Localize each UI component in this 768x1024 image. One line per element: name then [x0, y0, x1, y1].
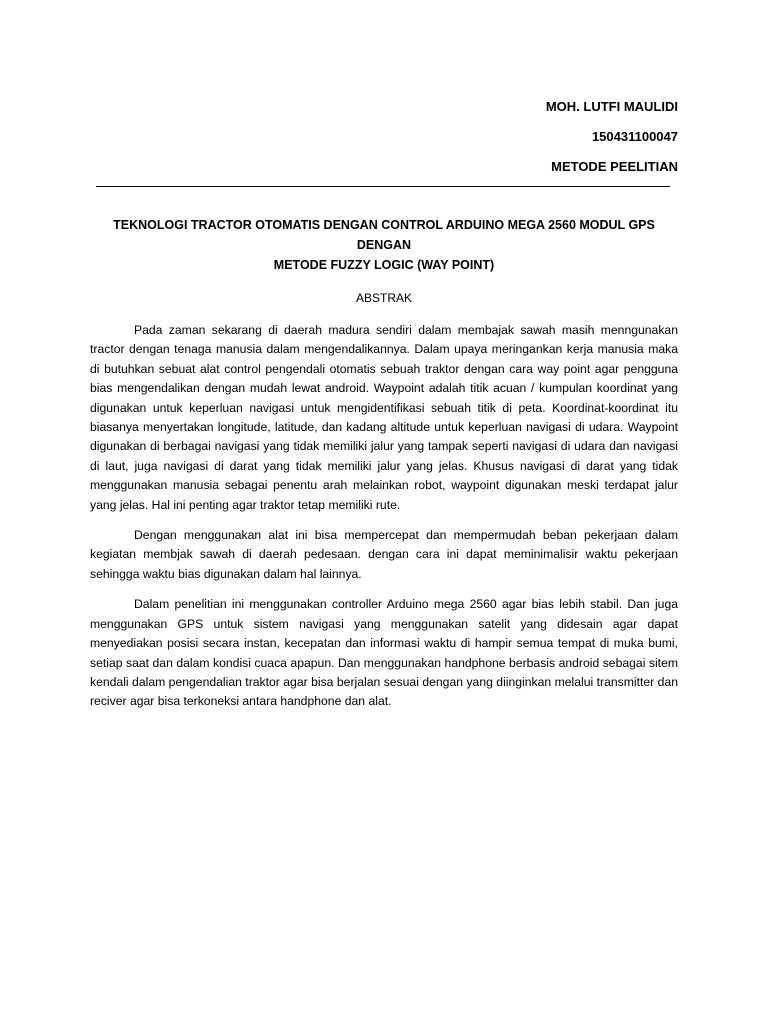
horizontal-divider: [96, 186, 670, 187]
student-id: 150431100047: [591, 129, 678, 144]
author-name: MOH. LUTFI MAULIDI: [545, 99, 678, 114]
title-line-2: METODE FUZZY LOGIC (WAY POINT): [273, 258, 495, 272]
abstract-paragraph-3: Dalam penelitian ini menggunakan controller Arduino mega 2560 agar bias lebih stabil. Dan juga menggunakan GPS untuk sistem navigasi yang menggunakan satelit yang didesain agar dapat menyediakan posisi secara instan, kecepatan dan informasi waktu di hampir semua tempat di muka bumi, setiap saat dan dalam kondisi cuaca apapun. Dan menggunakan handphone berbasis android sebagai sitem kendali dalam pengendalian traktor agar bisa berjalan sesuai dengan yang diinginkan melalui transmitter dan reciver agar bisa terkoneksi antara handphone dan alat.: [90, 597, 678, 709]
abstract-heading: ABSTRAK: [355, 291, 412, 305]
abstract-paragraph-2: Dengan menggunakan alat ini bisa mempercepat dan mempermudah beban pekerjaan dalam kegiatan membjak sawah di daerah pedesaan. dengan cara ini dapat meminimalisir waktu pekerjaan sehingga waktu bias digunakan dalam hal lainnya.: [90, 528, 678, 581]
title-line-1: TEKNOLOGI TRACTOR OTOMATIS DENGAN CONTROL ARDUINO MEGA 2560 MODUL GPS DENGAN: [113, 218, 655, 252]
course-name: METODE PEELITIAN: [551, 159, 678, 174]
author-header: [546, 92, 678, 182]
abstract-body: [90, 321, 678, 723]
document-title: [90, 215, 678, 275]
abstract-paragraph-1: Pada zaman sekarang di daerah madura sendiri dalam membajak sawah masih menngunakan tractor dengan tenaga manusia dalam mengendalikannya. Dalam upaya meringankan kerja manusia maka di butuhkan sebuat alat control pengendali otomatis sebuah traktor dengan cara way point agar pengguna bias mengendalikan dengan mudah lewat android. Waypoint adalah titik acuan / kumpulan koordinat yang digunakan untuk keperluan navigasi untuk mengidentifikasi sebuah titik di peta. Koordinat-koordinat itu biasanya menyertakan longitude, latitude, dan kadang altitude untuk keperluan navigasi di udara. Waypoint digunakan di berbagai navigasi yang tidak memiliki jalur yang tampak seperti navigasi di udara dan navigasi di laut, juga navigasi di darat yang tidak memiliki jalur yang jelas. Khusus navigasi di darat yang tidak menggunakan manusia sebagai penentu arah melainkan robot, waypoint digunakan meski terdapat jalur yang jelas. Hal ini penting agar traktor tetap memiliki rute.: [90, 323, 678, 512]
